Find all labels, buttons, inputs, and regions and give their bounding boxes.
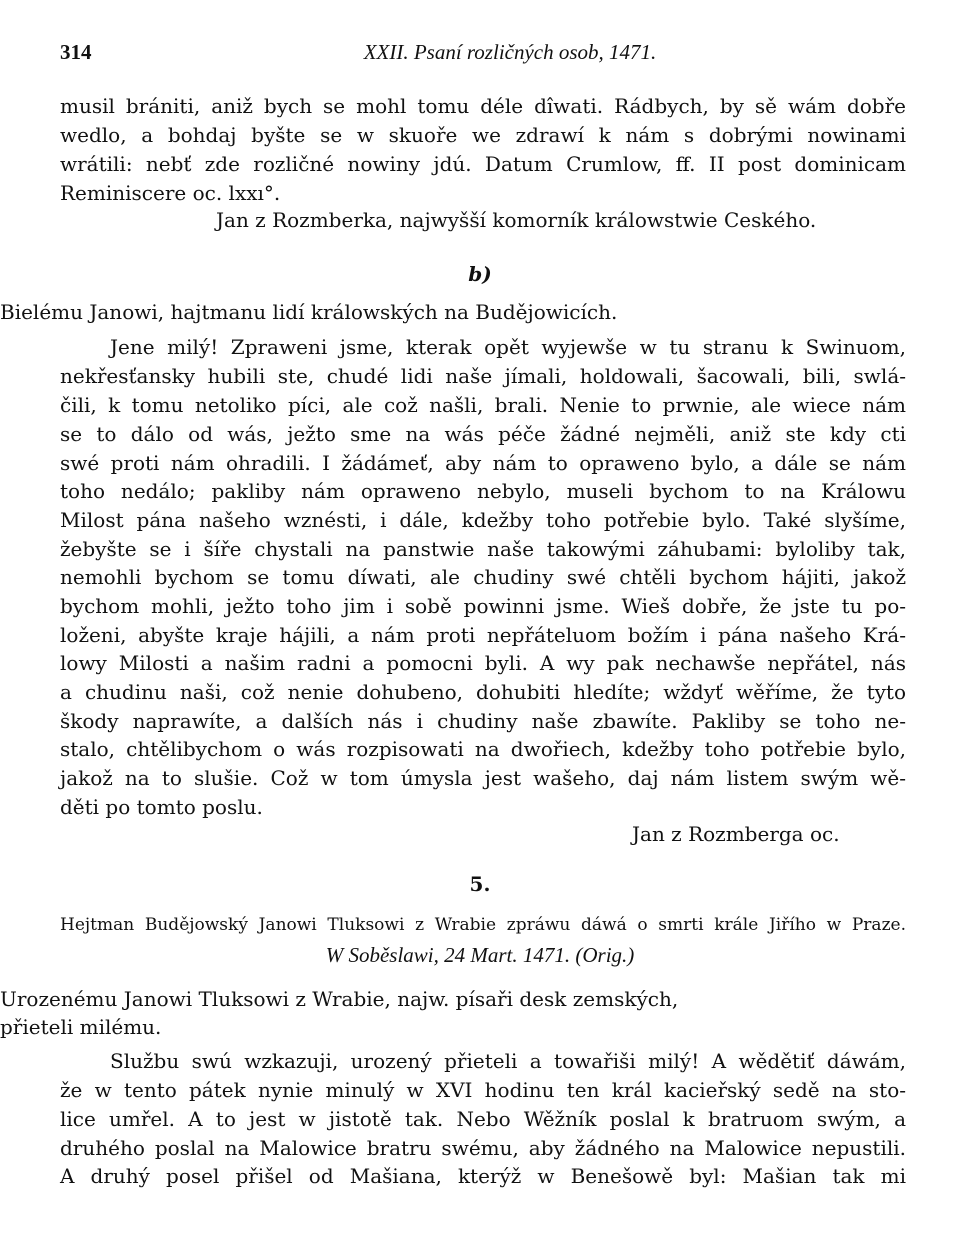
running-head: XXII. Psaní rozličných osob, 1471. bbox=[363, 40, 657, 64]
text-line: toho nedálo; pakliby nám opraweno nebylo, museli bychom to na Králowu bbox=[60, 479, 906, 503]
text-line: Milost pána našeho wznésti, i dále, kdežby toho potřebie bylo. Také slyšíme, bbox=[60, 508, 906, 532]
section-5-heading: Hejtman Budějowský Janowi Tluksowi z Wrabie zpráwu dáwá o smrti krále Jiřího w Praze. bbox=[60, 915, 906, 935]
text-line: A druhý posel přišel od Mašiana, kterýž w Benešowě byl: Mašian tak mi bbox=[60, 1164, 906, 1188]
section-b-signature: Jan z Rozmberga oc. bbox=[632, 822, 840, 846]
text-line: bychom mohli, ježto toho jim i sobě powinni jsme. Wieš dobře, že jste tu po- bbox=[60, 594, 906, 618]
text-line: lice umřel. A to jest w jistotě tak. Nebo Wěžník poslal k bratruom swým, a bbox=[60, 1107, 906, 1131]
text-line: Reminiscere oc. lxxı°. bbox=[60, 181, 281, 205]
text-line: čili, k tomu netoliko píci, ale což našli, brali. Nenie to prwnie, ale wiece nám bbox=[60, 393, 906, 417]
text-line: Jene milý! Zpraweni jsme, kterak opět wyjewše w tu stranu k Swinuom, bbox=[110, 335, 906, 359]
text-line: a chudinu naši, což nenie dohubeno, dohubiti hledíte; wždyť wěříme, že tyto bbox=[60, 680, 906, 704]
text-line: stalo, chtělibychom o wás rozpisowati na dwořiech, kdežby toho potřebie bylo, bbox=[60, 737, 906, 761]
section-5-address-line-2: přieteli milému. bbox=[0, 1015, 162, 1039]
letter-a-signature: Jan z Rozmberka, najwyšší komorník králowstwie Ceského. bbox=[216, 208, 817, 232]
text-line: jakož na to slušie. Což w tom úmysla jest wašeho, daj nám listem swým wě- bbox=[60, 766, 906, 790]
page-header bbox=[60, 40, 906, 70]
text-line: nekřesťansky hubili ste, chudé lidi naše jímali, holdowali, šacowali, bili, swlá- bbox=[60, 364, 906, 388]
text-line: lowy Milosti a našim radni a pomocni byli. A wy pak nechawše nepřátel, nás bbox=[60, 651, 906, 675]
text-line: musil brániti, aniž bych se mohl tomu déle dîwati. Rádbych, by sě wám dobře bbox=[60, 94, 906, 118]
text-line: že w tento pátek nynie minulý w XVI hodinu ten král kacieřský sedě na sto- bbox=[60, 1078, 906, 1102]
text-line: loženi, abyšte kraje hájili, a nám proti nepřáteluom božím i pána našeho Krá- bbox=[60, 623, 906, 647]
text-line: škody naprawíte, a dalších nás i chudiny naše zbawíte. Pakliby se toho ne- bbox=[60, 709, 906, 733]
section-b-mark: b) bbox=[468, 262, 492, 286]
section-5-place-date: W Soběslawi, 24 Mart. 1471. (Orig.) bbox=[325, 943, 635, 967]
text-line: Službu swú wzkazuji, urozený přieteli a towařiši milý! A wědětiť dáwám, bbox=[110, 1049, 906, 1073]
page-number: 314 bbox=[60, 40, 92, 64]
text-line: žebyšte se i šíře chystali na panstwie naše takowými záhubami: byloliby tak, bbox=[60, 537, 906, 561]
text-line: wrátili: nebť zde rozličné nowiny jdú. Datum Crumlow, ff. II post dominicam bbox=[60, 152, 906, 176]
section-5-address-line-1: Urozenému Janowi Tluksowi z Wrabie, najw. písaři desk zemských, bbox=[0, 987, 679, 1011]
text-line: děti po tomto poslu. bbox=[60, 795, 263, 819]
section-b-address: Bielému Janowi, hajtmanu lidí králowských na Budějowicích. bbox=[0, 300, 618, 324]
text-line: wedlo, a bohdaj byšte se w skuoře we zdrawí k nám s dobrými nowinami bbox=[60, 123, 906, 147]
text-line: swé proti nám ohradili. I žádámeť, aby nám to opraweno bylo, a dále se nám bbox=[60, 451, 906, 475]
text-line: nemohli bychom se tomu díwati, ale chudiny swé chtěli bychom hájiti, jakož bbox=[60, 565, 906, 589]
text-line: druhého poslal na Malowice bratru swému, aby žádného na Malowice nepustili. bbox=[60, 1136, 906, 1160]
text-line: se to dálo od wás, ježto sme na wás péče žádné nejměli, aniž ste kdy cti bbox=[60, 422, 906, 446]
section-number: 5. bbox=[469, 872, 491, 896]
